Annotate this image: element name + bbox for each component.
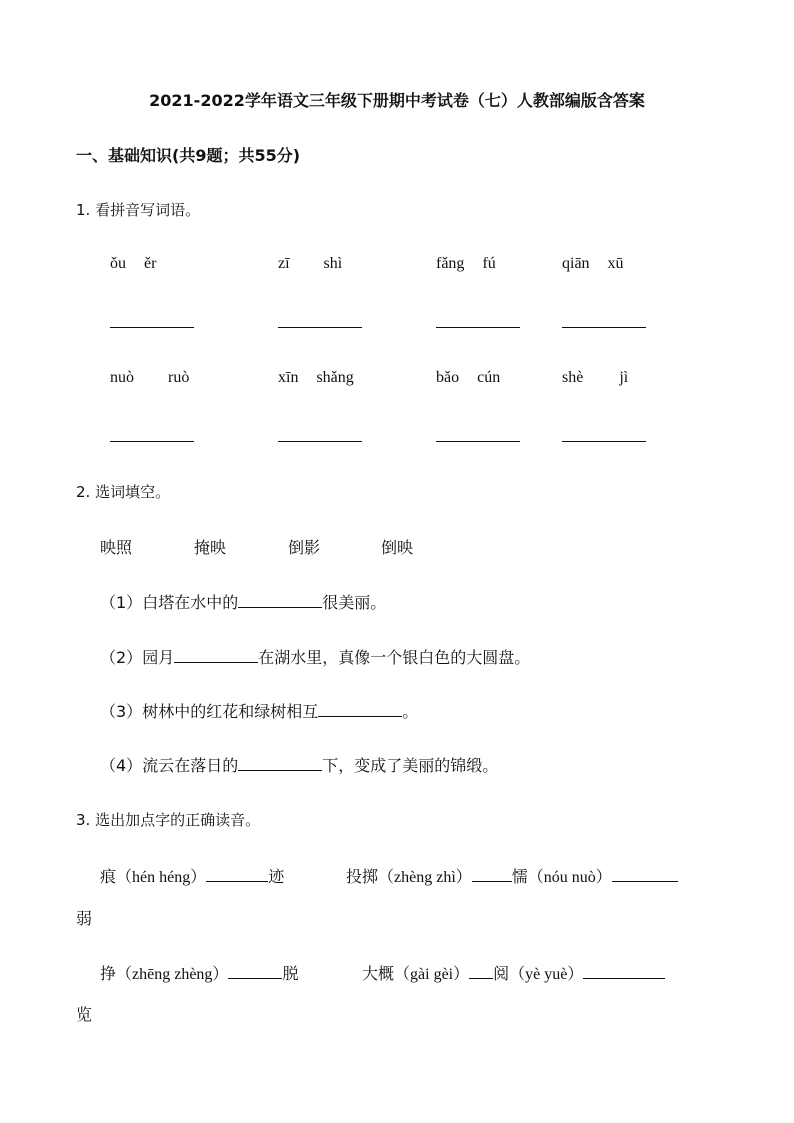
answer-blank[interactable] <box>278 327 362 328</box>
question-2-label: 2. 选词填空。 <box>76 483 171 501</box>
answer-blank[interactable] <box>469 962 493 979</box>
answer-blank[interactable] <box>278 441 362 442</box>
wrap-char: 弱 <box>76 909 93 928</box>
fill-item-1: （1）白塔在水中的 很美丽。 <box>100 593 387 612</box>
wrap-char: 览 <box>76 1005 93 1024</box>
pinyin-2-1: nuò ruò <box>110 369 190 386</box>
pinyin-1-2: zī shì <box>278 255 343 272</box>
pronunciation-line-1: 痕（hén héng） 迹 <box>100 867 285 886</box>
word-option: 倒影 <box>288 538 321 557</box>
pronunciation-line-2b: 大概（gài gèi） 阅（yè yuè） <box>362 961 665 984</box>
question-3-label: 3. 选出加点字的正确读音。 <box>76 811 261 829</box>
answer-blank[interactable] <box>436 327 520 328</box>
answer-blank[interactable] <box>206 865 268 882</box>
fill-blank[interactable] <box>238 754 322 771</box>
answer-blank[interactable] <box>110 327 194 328</box>
answer-blank[interactable] <box>583 962 665 979</box>
pinyin-2-3: bǎo cún <box>436 369 501 386</box>
pinyin-1-4: qiān xū <box>562 255 624 272</box>
fill-item-2: （2）园月 在湖水里，真像一个银白色的大圆盘。 <box>100 648 531 667</box>
pinyin-2-4: shè jì <box>562 369 629 386</box>
fill-blank[interactable] <box>238 591 322 608</box>
page-title: 2021-2022学年语文三年级下册期中考试卷（七）人教部编版含答案 <box>149 91 645 110</box>
section-heading: 一、基础知识(共9题；共55分) <box>76 146 301 165</box>
answer-blank[interactable] <box>562 441 646 442</box>
answer-blank[interactable] <box>472 865 512 882</box>
answer-blank[interactable] <box>228 962 282 979</box>
answer-blank[interactable] <box>436 441 520 442</box>
answer-blank[interactable] <box>612 865 678 882</box>
fill-item-3: （3）树林中的红花和绿树相互 。 <box>100 702 419 721</box>
pronunciation-line-1b: 投掷（zhèng zhì） 懦（nóu nuò） <box>346 864 678 887</box>
word-option: 掩映 <box>194 538 227 557</box>
question-1-label: 1. 看拼音写词语。 <box>76 201 201 219</box>
answer-blank[interactable] <box>562 327 646 328</box>
fill-item-4: （4）流云在落日的 下，变成了美丽的锦缎。 <box>100 756 499 775</box>
pinyin-1-1: ǒu ěr <box>110 255 157 272</box>
word-option: 映照 <box>100 538 133 557</box>
fill-blank[interactable] <box>174 646 258 663</box>
pinyin-1-3: fǎng fú <box>436 255 496 272</box>
fill-blank[interactable] <box>318 700 402 717</box>
word-option: 倒映 <box>381 538 414 557</box>
answer-blank[interactable] <box>110 441 194 442</box>
pronunciation-line-2: 挣（zhēng zhèng） 脱 <box>100 964 299 983</box>
pinyin-2-2: xīn shǎng <box>278 369 354 386</box>
